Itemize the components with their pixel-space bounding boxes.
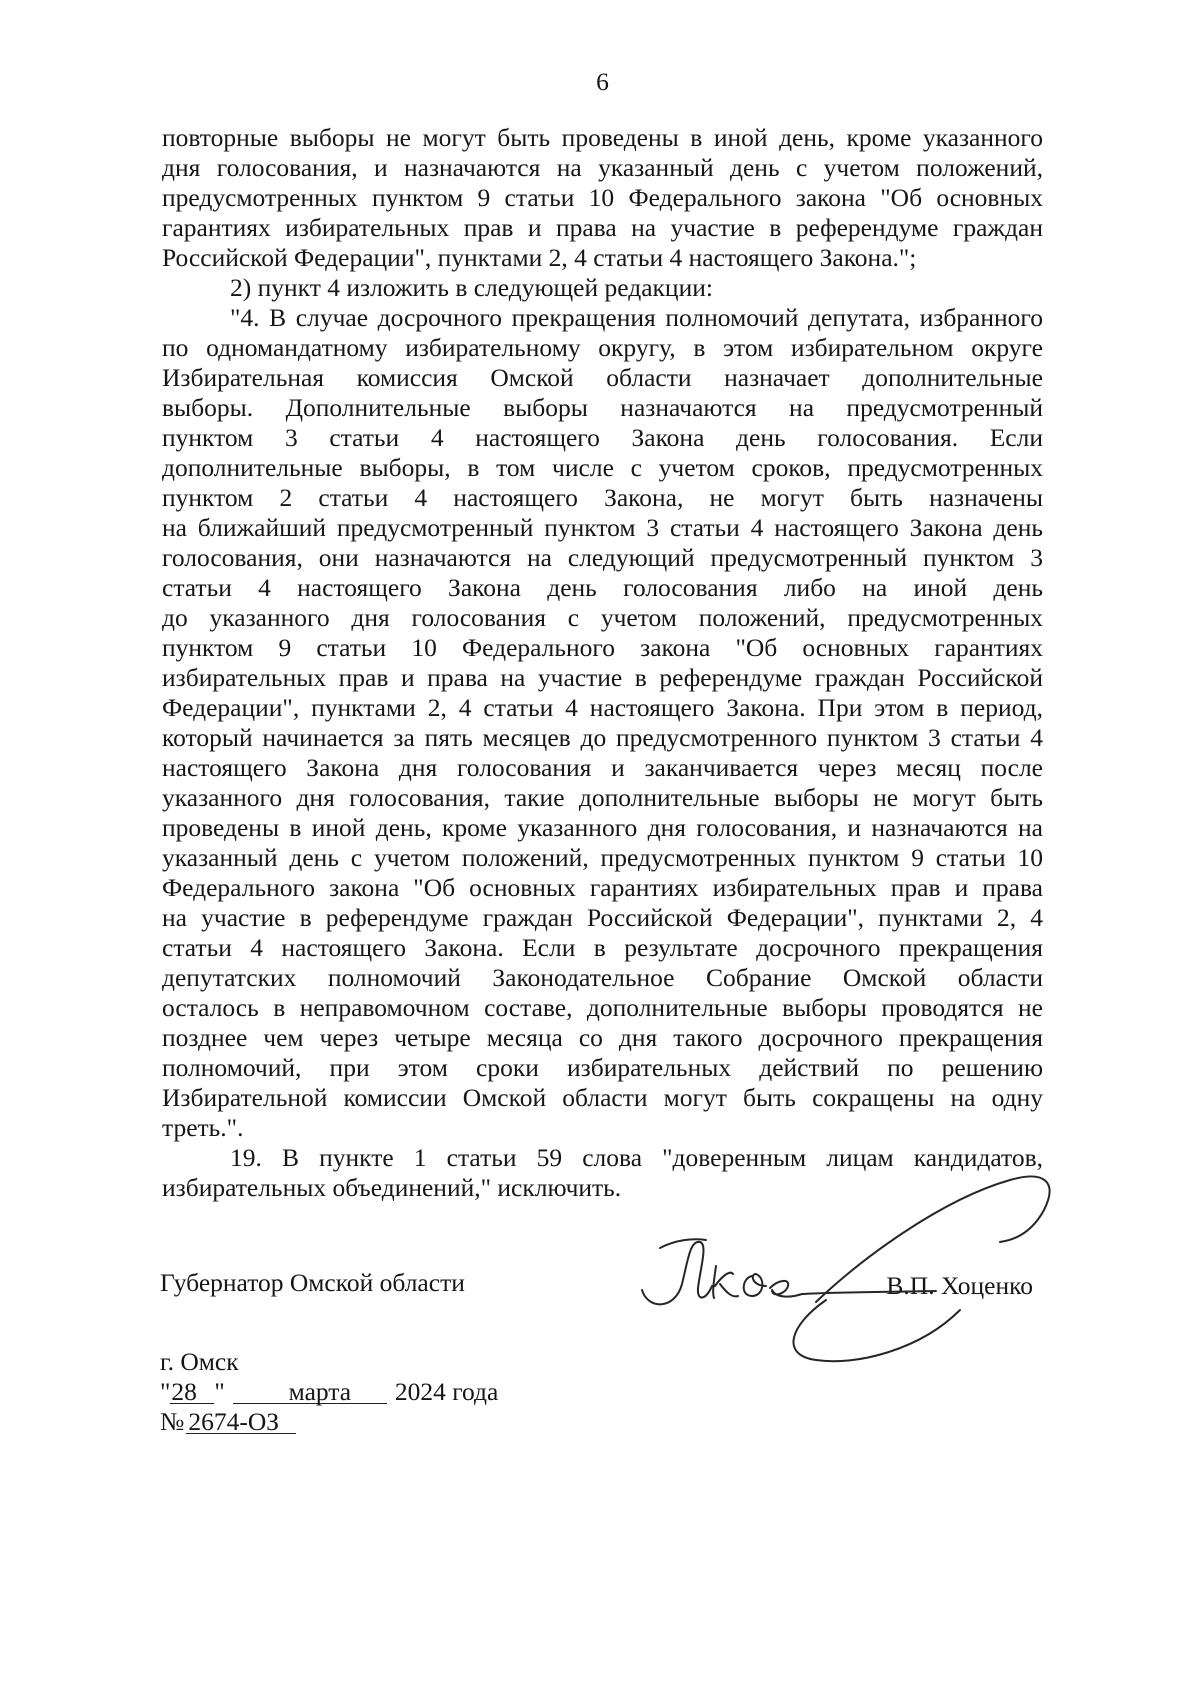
text-line: Федерального закона "Об основных гарантиях избирательных прав и права: [162, 873, 1043, 902]
text-line: голосования, они назначаются на следующий предусмотренный пунктом 3: [162, 543, 1043, 572]
text-line: на ближайший предусмотренный пунктом 3 статьи 4 настоящего Закона день: [162, 513, 1043, 542]
text-line: 19. В пункте 1 статьи 59 слова "доверенным лицам кандидатов,: [230, 1143, 1043, 1172]
text-line: полномочий, при этом сроки избирательных действий по решению: [162, 1053, 1043, 1082]
signature-stroke: [642, 1242, 712, 1304]
signature-stroke: [660, 1239, 706, 1248]
text-line: повторные выборы не могут быть проведены в иной день, кроме указанного: [162, 123, 1043, 152]
text-line: избирательных прав и права на участие в референдуме граждан Российской: [162, 663, 1043, 692]
text-line: пунктом 9 статьи 10 Федерального закона "Об основных гарантиях: [162, 633, 1043, 662]
text-line: избирательных объединений," исключить.: [162, 1173, 622, 1202]
paragraph-continuation: [162, 123, 1043, 273]
text-line: 2) пункт 4 изложить в следующей редакции:: [230, 273, 713, 302]
signing-date: [160, 1377, 499, 1406]
governor-title: Губернатор Омской области: [160, 1268, 465, 1297]
page-number: 6: [596, 67, 609, 96]
date-day: 28: [170, 1380, 214, 1404]
text-line: до указанного дня голосования с учетом положений, предусмотренных: [162, 603, 1043, 632]
paragraph-item-19: [162, 1143, 1043, 1203]
text-line: треть.".: [162, 1113, 244, 1142]
paragraph-point-4-text: [162, 303, 1043, 1143]
date-quote-open: ": [160, 1377, 171, 1406]
text-line: Федерации", пунктами 2, 4 статьи 4 настоящего Закона. При этом в период,: [162, 693, 1043, 722]
text-line: выборы. Дополнительные выборы назначаются на предусмотренный: [162, 393, 1043, 422]
governor-name: В.П. Хоценко: [886, 1271, 1033, 1300]
signature-stroke: [744, 1274, 766, 1296]
text-line: позднее чем через четыре месяца со дня такого досрочного прекращения: [162, 1023, 1043, 1052]
text-line: по одномандатному избирательному округу, в этом избирательном округе: [162, 333, 1043, 362]
text-line: дня голосования, и назначаются на указанный день с учетом положений,: [162, 153, 1043, 182]
text-line: депутатских полномочий Законодательное Собрание Омской области: [162, 963, 1043, 992]
law-number: [160, 1407, 296, 1436]
text-line: осталось в неправомочном составе, дополнительные выборы проводятся не: [162, 993, 1043, 1022]
signature-stroke: [793, 1300, 960, 1361]
text-line: указанный день с учетом положений, предусмотренных пунктом 9 статьи 10: [162, 843, 1043, 872]
document-body: [162, 123, 1043, 1203]
text-line: дополнительные выборы, в том числе с учетом сроков, предусмотренных: [162, 453, 1043, 482]
text-line: который начинается за пять месяцев до предусмотренного пунктом 3 статьи 4: [162, 723, 1043, 752]
text-line: на участие в референдуме граждан Российской Федерации", пунктами 2, 4: [162, 903, 1043, 932]
number-value: 2674-ОЗ: [186, 1410, 296, 1434]
text-line: указанного дня голосования, такие дополнительные выборы не могут быть: [162, 783, 1043, 812]
text-line: Избирательная комиссия Омской области назначает дополнительные: [162, 363, 1043, 392]
date-month: марта: [233, 1380, 387, 1404]
text-line: статьи 4 настоящего Закона день голосования либо на иной день: [162, 573, 1043, 602]
signature-stroke: [713, 1266, 738, 1298]
text-line: предусмотренных пунктом 9 статьи 10 Федерального закона "Об основных: [162, 183, 1043, 212]
text-line: Российской Федерации", пунктами 2, 4 статьи 4 настоящего Закона.";: [162, 243, 917, 272]
paragraph-subitem-2: [162, 273, 1043, 303]
city: г. Омск: [160, 1347, 239, 1376]
text-line: настоящего Закона дня голосования и заканчивается через месяц после: [162, 753, 1043, 782]
number-sign: №: [160, 1407, 185, 1436]
text-line: статьи 4 настоящего Закона. Если в результате досрочного прекращения: [162, 933, 1043, 962]
text-line: гарантиях избирательных прав и права на участие в референдуме граждан: [162, 213, 1043, 242]
text-line: пунктом 3 статьи 4 настоящего Закона день голосования. Если: [162, 423, 1043, 452]
text-line: проведены в иной день, кроме указанного дня голосования, и назначаются на: [162, 813, 1043, 842]
text-line: Избирательной комиссии Омской области могут быть сокращены на одну: [162, 1083, 1043, 1112]
date-quote-close: ": [214, 1377, 225, 1406]
text-line: "4. В случае досрочного прекращения полномочий депутата, избранного: [230, 303, 1043, 332]
date-year: 2024 года: [394, 1377, 499, 1406]
text-line: пунктом 2 статьи 4 настоящего Закона, не могут быть назначены: [162, 483, 1043, 512]
